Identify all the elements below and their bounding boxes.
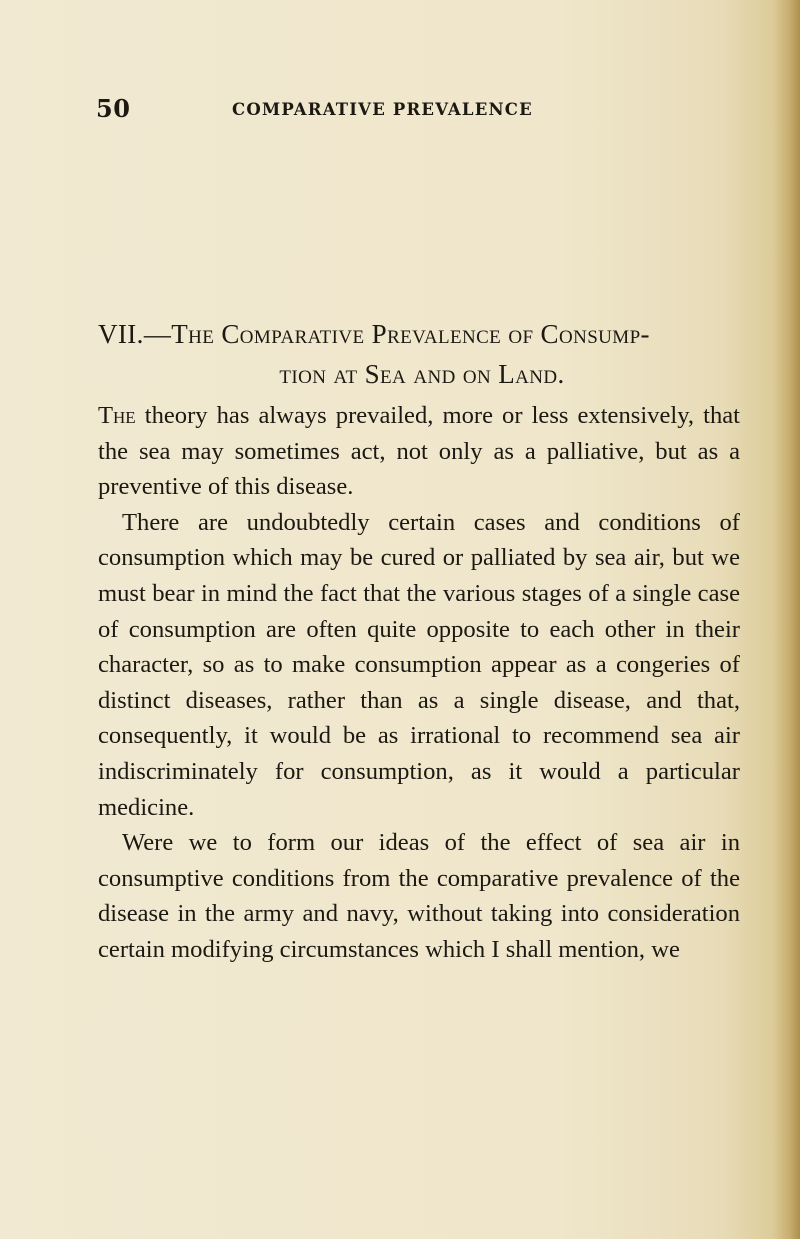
chapter-heading-line-2: tion at Sea and on Land. [279,359,565,389]
running-head [96,94,736,124]
paragraph-1-text: theory has always prevailed, more or less extensively, that the sea may sometimes act, not only as a palliative, but as a preventive of this disease. [98,402,740,501]
page-number: 50 [96,94,131,123]
chapter-heading-line-1: VII.—The Comparative Prevalence of Consump- [98,319,650,349]
paragraph-3: Were we to form our ideas of the effect of sea air in consumptive conditions from the comparative prevalence of the disease in the army and navy, without taking into consideration certain modifying circumstances which I shall mention, we [98,829,740,963]
running-title: COMPARATIVE PREVALENCE [232,100,533,119]
chapter-heading [98,314,738,394]
page-edge-shadow [772,0,800,1239]
paragraph-2: There are undoubtedly certain cases and conditions of consumption which may be cured or palliated by sea air, but we must bear in mind the fact that the various stages of a single case of consumption are often quite opposite to each other in their character, so as to make consumption appear as a congeries of distinct diseases, rather than as a single disease, and that, consequently, it would be as irrational to recommend sea air indiscriminately for consumption, as it would a particular medicine. [98,508,740,821]
paragraph-1 [98,398,740,505]
paragraph-1-lead-word: The [98,402,136,429]
body-text [98,398,740,968]
